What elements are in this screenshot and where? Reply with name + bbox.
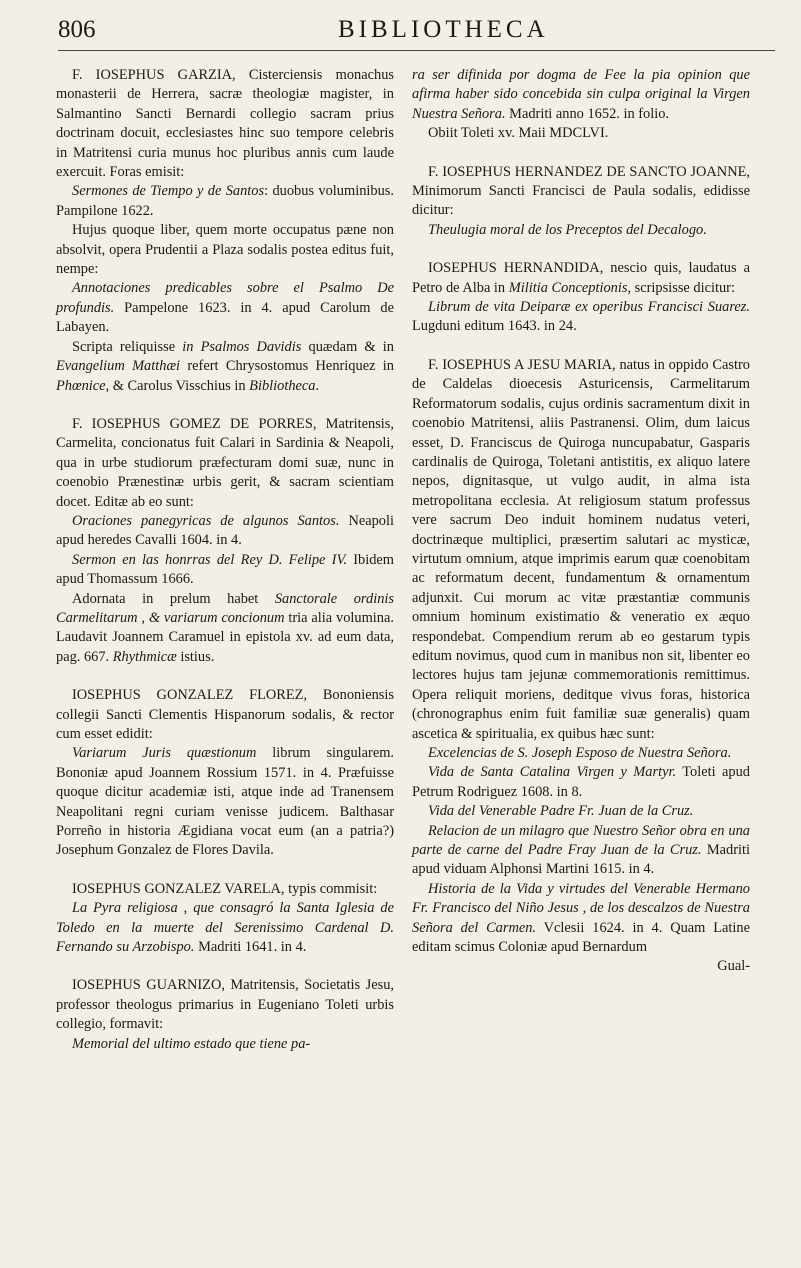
text-run: quædam & in <box>301 338 394 355</box>
entry-spacer <box>56 396 394 415</box>
work-title-entry <box>56 279 394 337</box>
entry-spacer <box>56 667 394 686</box>
entry-guarnizo-continued <box>412 66 750 144</box>
page-number: 806 <box>58 16 96 43</box>
work-title-entry <box>412 802 750 821</box>
text-run: refert Chrysostomus Henriquez in <box>180 358 394 375</box>
catchword: Gual- <box>717 958 750 975</box>
work-title-entry <box>412 763 750 802</box>
entry-paragraph: F. IOSEPHUS GOMEZ DE PORRES, Matritensis, Carmelita, concionatus fuit Calari in Sardinia & Neapoli, qua in urbe studiorum præfecturam domi suæ, nunc in coenobio Prænestinæ urbis gerit, & sacram scientiam docet. Editæ ab eo sunt: <box>56 415 394 510</box>
work-title: Variarum Juris quæstionum <box>72 745 257 762</box>
work-title-entry <box>412 66 750 124</box>
work-title: Memorial del ultimo estado que tiene pa- <box>72 1035 311 1052</box>
entry-hernandez <box>412 163 750 241</box>
entry-gonzalez-varela <box>56 880 394 958</box>
work-title-entry <box>412 221 750 240</box>
text-run: Bibliotheca <box>249 377 316 394</box>
work-title-entry <box>56 899 394 957</box>
text-run: istius. <box>176 648 215 665</box>
entry-hernandida <box>412 259 750 337</box>
work-details: Ibidem apud Thomassum 1666. <box>56 551 394 588</box>
work-details: librum singularem. Bononiæ apud Joannem Rossium 1571. in 4. Præfuisse quoque dicitur academiæ isti, atque inde ad Tranensem Neapolitani regni curiam venisse judicem. Balthasar Porreño in historia Ægidiana vocat eum (an a patria?) Josephum Gonzalez de Flores Davila. <box>56 745 394 859</box>
text-run: , & Carolus Visschius in <box>105 377 250 394</box>
entry-a-jesu-maria <box>412 356 750 977</box>
work-title-entry <box>56 182 394 221</box>
work-title-entry <box>412 880 750 958</box>
entry-spacer <box>56 957 394 976</box>
work-title: Oraciones panegyricas de algunos Santos. <box>72 512 340 529</box>
entry-spacer <box>412 337 750 356</box>
text-run: , scripsisse dicitur: <box>627 279 735 296</box>
work-title: Annotaciones predicables sobre el Psalmo De profundis. <box>56 280 394 316</box>
entry-spacer <box>56 861 394 880</box>
right-column <box>412 66 750 977</box>
page-header <box>58 12 775 52</box>
entry-spacer <box>412 240 750 259</box>
text-run: in Psalmos Davidis <box>182 338 302 355</box>
work-details: Madriti 1641. in 4. <box>194 939 307 956</box>
entry-paragraph <box>412 259 750 298</box>
text-run: IOSEPHUS HERNANDIDA, nescio quis, laudatus a Petro de Alba in <box>412 260 750 296</box>
text-run: Rhythmicæ <box>112 648 177 665</box>
text-run: Adornata in prelum habet <box>72 590 275 607</box>
entry-garzia <box>56 66 394 396</box>
work-details: Toleti apud Petrum Rodriguez 1608. in 8. <box>412 764 750 800</box>
entry-paragraph: IOSEPHUS GUARNIZO, Matritensis, Societatis Jesu, professor theologus primarius in Eugeniano Toleti urbis collegio, formavit: <box>56 977 394 1033</box>
work-title: Theulugia moral de los Preceptos del Decalogo. <box>428 221 707 238</box>
text-run: Militia Conceptionis <box>508 279 628 296</box>
entry-guarnizo <box>56 976 394 1054</box>
work-title-entry <box>412 298 750 337</box>
text-run: Scripta reliquisse <box>72 338 183 355</box>
left-column <box>56 66 394 1054</box>
work-title: Librum de vita Deiparæ ex operibus Francisci Suarez. <box>428 299 750 316</box>
work-details: Vclesii 1624. in 4. Quam Latine editam scimus Coloniæ apud Bernardum <box>412 919 750 956</box>
work-details: Madriti anno 1652. in folio. <box>505 105 670 122</box>
work-title-entry <box>412 744 750 763</box>
work-title-entry <box>56 744 394 860</box>
entry-spacer <box>412 144 750 163</box>
work-title: Excelencias de S. Joseph Esposo de Nuestra Señora. <box>428 745 732 761</box>
header-rule <box>58 50 775 51</box>
work-title: ra ser difinida por dogma de Fee la pia opinion que afirma haber sido concebida sin culpa original la Virgen Nuestra Señora. <box>412 67 750 122</box>
work-title: Vida del Venerable Padre Fr. Juan de la Cruz. <box>428 803 694 820</box>
work-title-entry <box>56 1035 394 1054</box>
work-title: La Pyra religiosa , que consagró la Santa Iglesia de Toledo en la muerte del Serenissimo Cardenal D. Fernando su Arzobispo. <box>56 900 394 956</box>
work-details: : duobus voluminibus. Pampilone 1622. <box>56 183 394 219</box>
entry-paragraph: F. IOSEPHUS A JESU MARIA, natus in oppido Castro de Caldelas dioecesis Asturicensis, Carmelitarum Reformatorum sodalis, cujus ordinis sacramentum dixit in coenobio Matritensi, aliis Pastranensi. Olim, dum laicus esset, D. Franciscus de Quiroga nuncupabatur, Gasparis cardinalis de Quiroga, Toletani antistitis, ex aliquo latere nepos, dignitasque, ut vulgo audit, in alma ista metropolitana ecclesia. At religiosum statum professus vere sacrum Deo induit hominem nudatus veteri, doctrinæque multiplici, præsertim salutari ac mysticæ, virtutum omnium, atque imprimis earum quæ coenobitam ac reformatum decent, fundamentum & ornamentum adjunxit. Cui morum ac vitæ præstantiæ communis omnium hominum existimatio & veneratio ex æquo respondebat. Compendium rerum ab eo gestarum typis editum novimus, quod cum in manibus non sit, libenter eo lectores hujus tam jejunæ commemorationis remittimus. Opera reliquit moriens, deditque vivus foras, historica (chronographus enim fuit familiæ suæ generalis) quam ascetica & spiritualia, ex quibus hæc sunt: <box>412 356 750 742</box>
work-title: Sermones de Tiempo y de Santos <box>72 183 265 200</box>
running-title: BIBLIOTHECA <box>338 16 549 43</box>
entry-paragraph: F. IOSEPHUS GARZIA, Cisterciensis monachus monasterii de Herrera, sacræ theologiæ magister, in Salmantino Sancti Bernardi collegio sacram prius doctrinam docuit, ecclesiastes hinc suo tempore celebris in Matritensi curia munus hoc pluribus annis cum laude exercuit. Foras emisit: <box>56 67 394 181</box>
entry-gomez <box>56 415 394 667</box>
work-title-entry <box>56 512 394 551</box>
text-run: Sanctorale ordinis Carmelitarum , & variarum concionum <box>56 590 394 626</box>
work-title-entry <box>56 551 394 590</box>
work-details: Pampelone 1623. in 4. apud Carolum de Labayen. <box>56 299 394 336</box>
text-run: Evangelium Matthæi <box>56 358 181 375</box>
work-title: Vida de Santa Catalina Virgen y Martyr. <box>428 764 677 781</box>
work-title-entry <box>412 822 750 880</box>
entry-paragraph: Obiit Toleti xv. Maii MDCLVI. <box>428 125 609 142</box>
entry-paragraph: IOSEPHUS GONZALEZ FLOREZ, Bononiensis collegii Sancti Clementis Hispanorum sodalis, & rector cum esset edidit: <box>56 687 394 742</box>
entry-paragraph <box>56 590 394 668</box>
text-run: tria alia volumina. Laudavit Joannem Caramuel in epistola xv. ad eum data, pag. 667. <box>56 609 394 665</box>
work-details: Lugduni editum 1643. in 24. <box>412 318 577 335</box>
work-title: Sermon en las honrras del Rey D. Felipe IV. <box>72 551 347 568</box>
entry-paragraph: F. IOSEPHUS HERNANDEZ DE SANCTO JOANNE, Minimorum Sancti Francisci de Paula sodalis, edidisse dicitur: <box>412 163 750 219</box>
entry-paragraph <box>56 338 394 396</box>
work-title: Relacion de un milagro que Nuestro Señor obra en una parte de carne del Padre Fray Juan de la Cruz. <box>412 822 750 859</box>
work-details: Madriti apud viduam Alphonsi Martini 1615. in 4. <box>412 842 750 878</box>
entry-paragraph: IOSEPHUS GONZALEZ VARELA, typis commisit: <box>72 880 378 897</box>
work-title: Historia de la Vida y virtudes del Venerable Hermano Fr. Francisco del Niño Jesus , de los descalzos de Nuestra Señora del Carmen. <box>412 880 750 936</box>
entry-gonzalez-florez <box>56 686 394 861</box>
text-run: Phœnice <box>56 377 106 394</box>
entry-paragraph: Hujus quoque liber, quem morte occupatus pæne non absolvit, opera Prudentii a Plaza sodalis postea editus fuit, nempe: <box>56 222 394 278</box>
work-details: Neapoli apud heredes Cavalli 1604. in 4. <box>56 512 394 549</box>
text-run: . <box>315 377 320 394</box>
